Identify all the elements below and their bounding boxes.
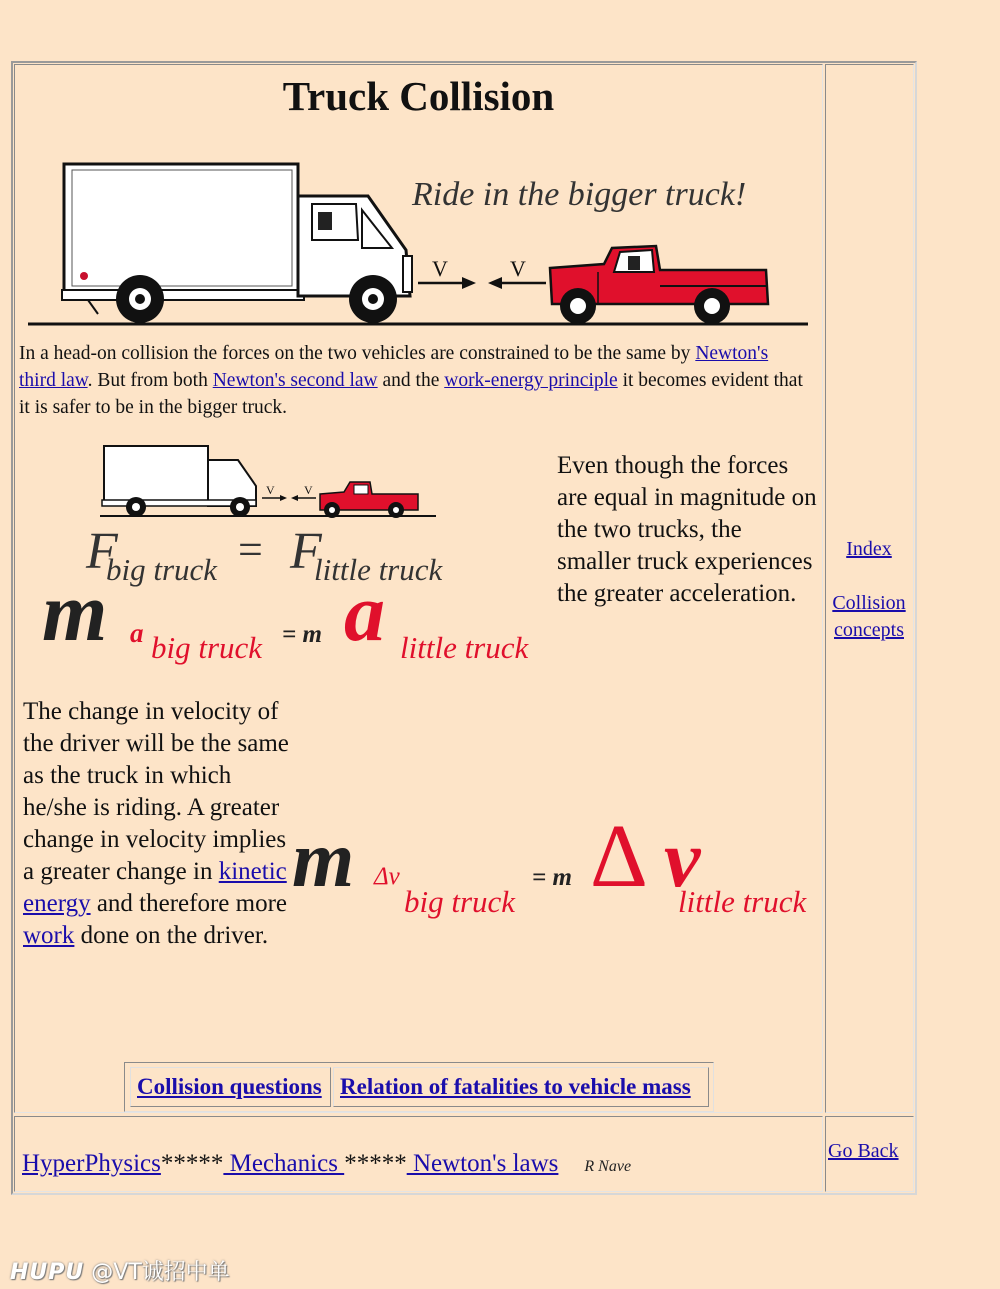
accel-big-truck-label: big truck — [151, 630, 263, 665]
velocity-label-right: V — [510, 256, 526, 281]
force-equation-figure — [0, 430, 550, 680]
little-truck-icon — [550, 246, 768, 324]
truck-collision-illustration — [0, 0, 1000, 340]
intro-paragraph — [19, 340, 809, 421]
footer-separator-2: ***** — [344, 1150, 407, 1177]
velocity-text-1: The change in velocity of the driver will be the same as the truck in which he/she is riding. A greater change in velocity implies a greater change in — [23, 698, 289, 885]
footer-separator-1: ***** — [160, 1150, 224, 1177]
collision-questions-link[interactable]: Collision questions — [137, 1074, 322, 1099]
force-explanation: Even though the forces are equal in magnitude on the two trucks, the smaller truck experiences the greater acceleration. — [557, 452, 817, 607]
dv-mass-big-m: m — [292, 816, 355, 904]
force-little-truck-label: little truck — [314, 552, 443, 587]
author-credit: R Nave — [584, 1158, 632, 1175]
dv-little-truck-label: little truck — [678, 884, 807, 919]
small-arrows — [262, 483, 316, 501]
accel-equals-m: = m — [282, 621, 322, 648]
newtons-laws-link[interactable]: Newton's laws — [406, 1150, 559, 1177]
small-big-truck-icon — [102, 446, 256, 517]
small-velocity-label-left: V — [266, 483, 275, 497]
watermark — [10, 1255, 230, 1286]
force-F-big: F — [86, 523, 118, 580]
dv-delta: Δ — [590, 807, 648, 906]
big-truck-icon — [62, 164, 412, 323]
velocity-equation-figure — [280, 800, 820, 930]
accel-small-a: a — [130, 618, 144, 648]
force-big-truck-label: big truck — [106, 552, 218, 587]
mechanics-link[interactable]: Mechanics — [223, 1150, 345, 1177]
accel-little-truck-label: little truck — [400, 630, 529, 665]
work-energy-principle-link[interactable]: work-energy principle — [444, 370, 618, 391]
fatalities-vehicle-mass-link[interactable]: Relation of fatalities to vehicle mass — [340, 1074, 691, 1099]
intro-text-4: it becomes evident that it is safer to be in the bigger truck. — [19, 370, 803, 418]
velocity-explanation — [23, 696, 293, 952]
accel-big-a: a — [344, 567, 385, 658]
watermark-brand: HUPU — [10, 1260, 85, 1285]
force-F-little: F — [290, 523, 322, 580]
intro-text-1: In a head-on collision the forces on the two vehicles are constrained to be the same by — [19, 343, 696, 364]
watermark-handle: @VT诚招中单 — [91, 1260, 230, 1285]
dv-equals-m: = m — [532, 864, 572, 891]
newtons-third-law-link[interactable]: Newton's third law — [19, 343, 769, 391]
small-velocity-label-right: V — [304, 483, 313, 497]
force-equals: = — [238, 525, 263, 574]
footer-breadcrumb — [22, 1150, 631, 1178]
go-back-link[interactable]: Go Back — [828, 1140, 899, 1162]
hyperphysics-link[interactable]: HyperPhysics — [22, 1150, 161, 1177]
page-title: Truck Collision — [282, 73, 555, 119]
index-link[interactable]: Index — [846, 538, 892, 560]
related-links-table — [124, 1062, 714, 1112]
collision-questions-cell — [130, 1067, 331, 1107]
fatalities-cell — [333, 1067, 709, 1107]
slogan-text: Ride in the bigger truck! — [412, 176, 747, 213]
newtons-second-law-link[interactable]: Newton's second law — [212, 370, 378, 391]
intro-text-3: and the — [377, 370, 445, 391]
velocity-text-2: and therefore more — [90, 890, 288, 917]
dv-v: v — [664, 813, 701, 904]
dv-big-truck-label: big truck — [404, 884, 516, 919]
collision-concepts-link[interactable]: Collision concepts — [832, 592, 906, 641]
kinetic-energy-link[interactable]: kinetic energy — [23, 858, 287, 917]
intro-text-2: . But from both — [87, 370, 213, 391]
mass-big-m: m — [42, 566, 108, 659]
small-little-truck-icon — [320, 482, 418, 518]
dv-small-label: Δv — [374, 863, 400, 890]
velocity-label-left: V — [432, 256, 448, 281]
work-link[interactable]: work — [23, 922, 75, 949]
velocity-arrows — [418, 256, 546, 289]
velocity-text-3: done on the driver. — [74, 922, 269, 949]
